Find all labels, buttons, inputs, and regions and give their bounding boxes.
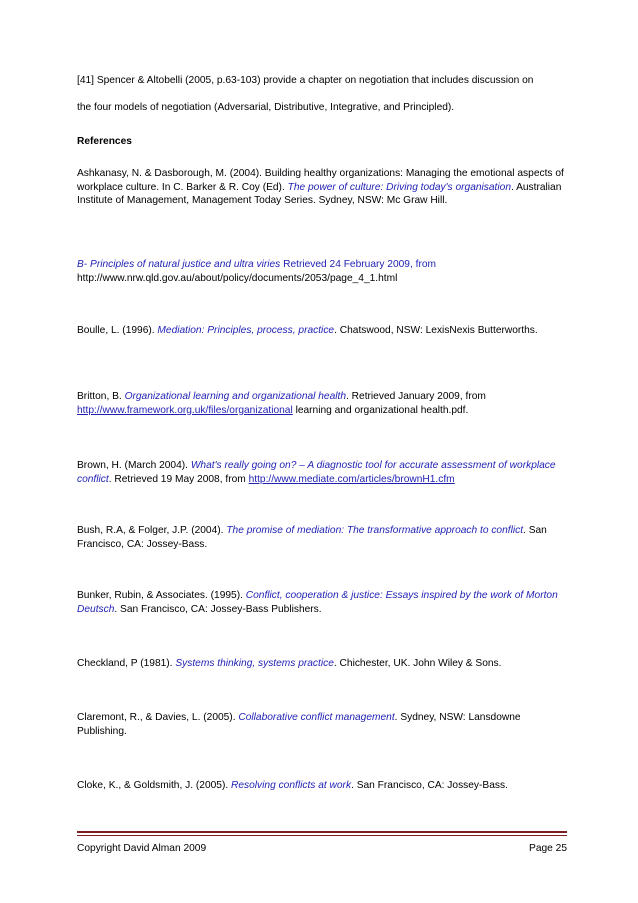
ref-checkland bbox=[77, 657, 567, 671]
ref-britton-title: Organizational learning and organizational health bbox=[124, 391, 347, 402]
ref-claremont-title: Collaborative conflict management bbox=[238, 712, 395, 723]
ref-claremont bbox=[77, 711, 567, 738]
ref-claremont-authors: Claremont, R., & Davies, L. (2005). bbox=[77, 712, 239, 723]
ref-ashkanasy-authors: Ashkanasy, N. & Dasborough, M. (2004). Building healthy organizations: Managing the emotional aspects of workplace culture. In C. Barker & R. Coy (Ed). bbox=[77, 168, 564, 193]
ref-ashkanasy-publisher: . Australian Institute of Management, Management Today Series. Sydney, NSW: Mc Graw Hill. bbox=[77, 181, 562, 206]
ref-brown bbox=[77, 459, 567, 486]
footer-rule-thick bbox=[77, 831, 567, 833]
ref-bush-title: The promise of mediation: The transformative approach to conflict bbox=[226, 525, 524, 536]
ref-boulle-title: Mediation: Principles, process, practice bbox=[157, 325, 335, 336]
ref-boulle-publisher: . Chatswood, NSW: LexisNexis Butterworths. bbox=[334, 325, 538, 336]
ref-brown-retrieved: . Retrieved 19 May 2008, from bbox=[108, 473, 249, 485]
ref-britton bbox=[77, 390, 567, 417]
ref-bunker-authors: Bunker, Rubin, & Associates. (1995). bbox=[77, 590, 246, 601]
ref-claremont-publisher: . Sydney, NSW: Lansdowne Publishing. bbox=[77, 712, 521, 737]
ref-bunker-title: Conflict, cooperation & justice: Essays inspired by the work of Morton Deutsch bbox=[77, 590, 558, 615]
footnote-line-2: the four models of negotiation (Adversarial, Distributive, Integrative, and Principled). bbox=[77, 102, 455, 113]
ref-principles-retrieved: Retrieved 24 February 2009, from bbox=[280, 259, 436, 270]
ref-britton-tail: learning and organizational health.pdf. bbox=[292, 404, 469, 416]
ref-checkland-authors: Checkland, P (1981). bbox=[77, 658, 176, 669]
ref-cloke-publisher: . San Francisco, CA: Jossey-Bass. bbox=[351, 780, 508, 791]
footnote-41 bbox=[77, 74, 567, 114]
ref-principles bbox=[77, 258, 567, 285]
ref-cloke-authors: Cloke, K., & Goldsmith, J. (2005). bbox=[77, 780, 232, 791]
ref-ashkanasy bbox=[77, 167, 567, 208]
ref-bunker bbox=[77, 589, 567, 616]
ref-principles-title: B- Principles of natural justice and ultra viries bbox=[77, 259, 281, 270]
ref-cloke bbox=[77, 779, 567, 793]
ref-brown-title: What's really going on? – A diagnostic tool for accurate assessment of workplace conflict bbox=[77, 460, 556, 485]
ref-bush bbox=[77, 524, 567, 551]
ref-britton-authors: Britton, B. bbox=[77, 391, 125, 402]
ref-boulle-authors: Boulle, L. (1996). bbox=[77, 325, 158, 336]
ref-boulle bbox=[77, 324, 567, 338]
ref-brown-link[interactable]: http://www.mediate.com/articles/brownH1.cfm bbox=[248, 473, 455, 485]
ref-principles-url[interactable]: http://www.nrw.qld.gov.au/about/policy/documents/2053/page_4_1.html bbox=[77, 272, 398, 284]
ref-bush-publisher: . San Francisco, CA: Jossey-Bass. bbox=[77, 525, 547, 550]
ref-bush-authors: Bush, R.A, & Folger, J.P. (2004). bbox=[77, 525, 227, 536]
references-heading: References bbox=[77, 136, 132, 147]
footnote-line-1: [41] Spencer & Altobelli (2005, p.63-103) provide a chapter on negotiation that includes discussion on bbox=[77, 75, 534, 86]
ref-britton-retrieved: . Retrieved January 2009, from bbox=[346, 391, 486, 402]
ref-brown-authors: Brown, H. (March 2004). bbox=[77, 460, 191, 471]
ref-ashkanasy-title: The power of culture: Driving today's organisation bbox=[287, 181, 511, 193]
footer-page-number: Page 25 bbox=[529, 843, 567, 854]
ref-cloke-title: Resolving conflicts at work bbox=[231, 780, 352, 791]
ref-britton-link[interactable]: http://www.framework.org.uk/files/organizational bbox=[77, 404, 293, 416]
ref-checkland-publisher: . Chichester, UK. John Wiley & Sons. bbox=[333, 658, 502, 669]
ref-bunker-publisher: . San Francisco, CA: Jossey-Bass Publishers. bbox=[114, 603, 322, 615]
footer-rule-thin bbox=[77, 835, 567, 836]
footer-copyright: Copyright David Alman 2009 bbox=[77, 843, 207, 854]
ref-checkland-title: Systems thinking, systems practice bbox=[175, 658, 334, 669]
